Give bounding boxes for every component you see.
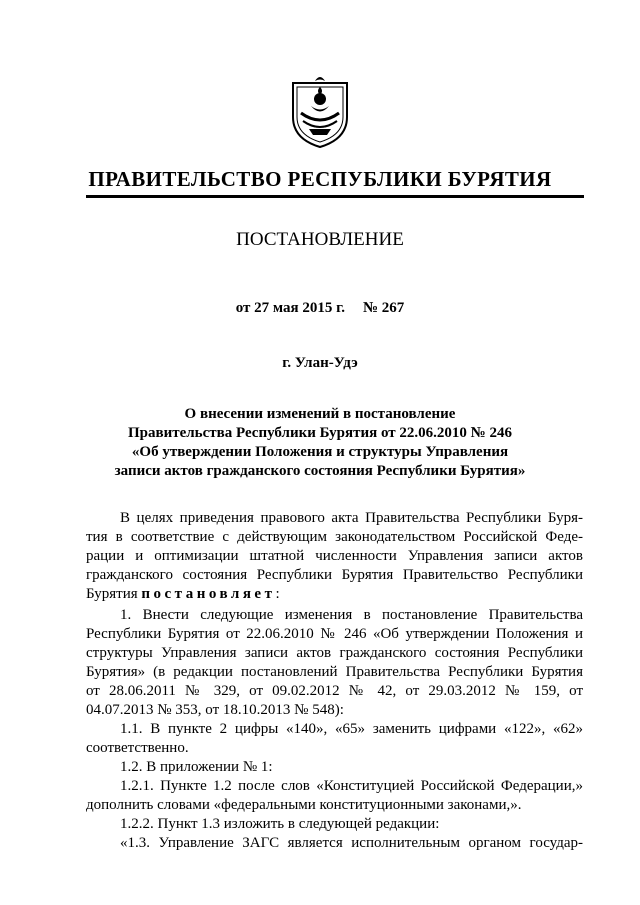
text-line: тия в соответствие с действующим законодательством Российской Феде-: [86, 529, 583, 545]
city: г. Улан-Удэ: [282, 355, 358, 371]
text-line: 1.2.2. Пункт 1.3 изложить в следующей редакции:: [120, 816, 440, 832]
title-line: записи актов гражданского состояния Республики Бурятия»: [114, 463, 526, 479]
text-fragment: Бурятия: [86, 586, 142, 602]
text-line: Бурятия» (в редакции постановлений Правительства Республики Бурятия: [86, 664, 583, 680]
title-line: «Об утверждении Положения и структуры Управления: [131, 444, 509, 460]
text-line: гражданского состояния Республики Бурятия Правительство Республики: [86, 567, 583, 583]
document-title: [0, 405, 640, 481]
text-line: 1.1. В пункте 2 цифры «140», «65» заменить цифрами «122», «62»: [120, 721, 583, 737]
preamble-paragraph: [86, 509, 583, 604]
text-line: 1. Внести следующие изменения в постановление Правительства: [120, 607, 583, 623]
text-line: соответственно.: [86, 740, 189, 756]
text-fragment: :: [275, 586, 280, 602]
text-line: Республики Бурятия от 22.06.2010 № 246 «Об утверждении Положения и: [86, 626, 583, 642]
text-line: 1.2.1. Пункте 1.2 после слов «Конституцией Российской Федерации,»: [120, 778, 583, 794]
coat-of-arms-emblem: [289, 73, 351, 149]
text-line: дополнить словами «федеральными конституционными законами,».: [86, 797, 522, 813]
text-line: от 28.06.2011 № 329, от 09.02.2012 № 42, от 29.03.2012 № 159, от: [86, 683, 583, 699]
text-line: рации и оптимизации штатной численности Управления записи актов: [86, 548, 583, 564]
header-rule: [86, 195, 584, 198]
text-line: 1.2. В приложении № 1:: [120, 759, 273, 775]
document-date: от 27 мая 2015 г.: [235, 300, 345, 316]
text-line: [86, 585, 583, 604]
document-number: № 267: [362, 300, 405, 316]
text-line: В целях приведения правового акта Правительства Республики Буря-: [120, 510, 583, 526]
title-line: Правительства Республики Бурятия от 22.06.2010 № 246: [127, 425, 512, 441]
text-line: «1.3. Управление ЗАГС является исполнительным органом государ-: [120, 835, 583, 851]
text-line: 04.07.2013 № 353, от 18.10.2013 № 548):: [86, 702, 344, 718]
organization-heading: ПРАВИТЕЛЬСТВО РЕСПУБЛИКИ БУРЯТИЯ: [88, 167, 552, 191]
title-line: О внесении изменений в постановление: [184, 406, 456, 422]
date-number-line: [0, 300, 640, 317]
clause-1: [86, 606, 583, 853]
document-type: ПОСТАНОВЛЕНИЕ: [236, 229, 404, 250]
text-line: структуры Управления записи актов гражданского состояния Республики: [86, 645, 583, 661]
resolution-verb: постановляет: [141, 586, 276, 602]
